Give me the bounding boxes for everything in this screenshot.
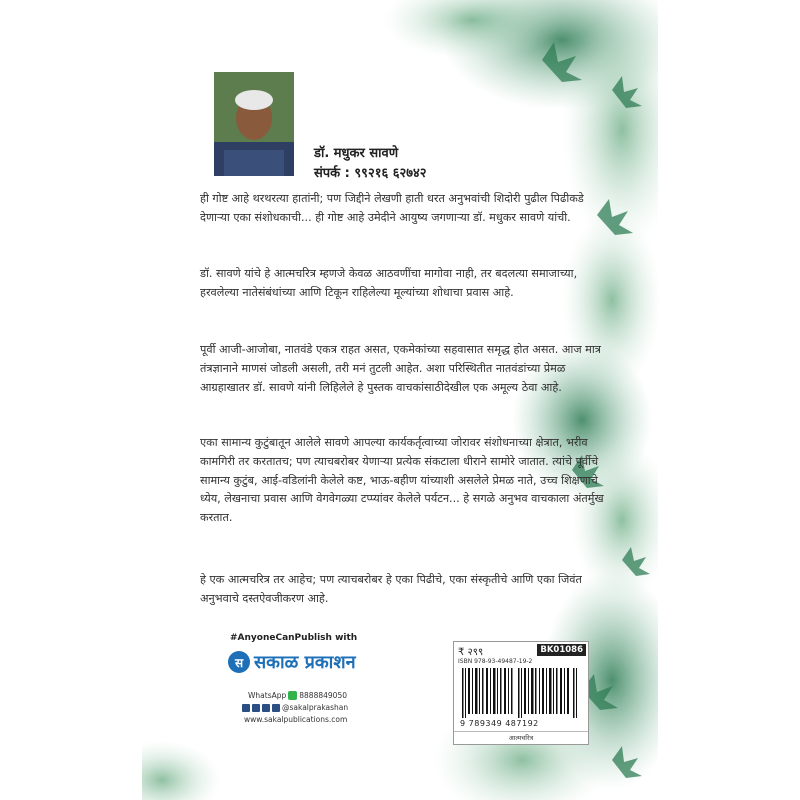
book-back-cover	[142, 0, 658, 800]
whatsapp-label: WhatsApp	[248, 691, 287, 700]
blurb-paragraph: एका सामान्य कुटुंबातून आलेले सावणे आपल्या कार्यकर्तृत्वाच्या जोरावर संशोधनाच्या क्षेत्रात, भरीव कामगिरी तर करतातच; पण त्याचबरोबर येणाऱ्या प्रत्येक संकटाला धीराने सामोरे जातात. त्यांचे पूर्वीचे सामान्य कुटुंब, आई-वडिलांनी केलेले कष्ट, भाऊ-बहीण यांच्याशी असलेले प्रेमळ नाते, उच्च शिक्षणाचे ध्येय, लेखनाचा प्रवास आणि वेगवेगळ्या टप्प्यांवर केलेले पर्यटन... हे सगळे अनुभव वाचकाला अंतर्मुख करतात.	[200, 436, 604, 525]
book-price: ₹ २९९	[458, 647, 484, 658]
author-name: डॉ. मधुकर सावणे	[314, 146, 399, 161]
isbn-text: ISBN 978-93-49487-19-2	[458, 658, 533, 665]
barcode-icon	[460, 668, 582, 718]
instagram-icon	[272, 704, 280, 712]
blurb-paragraph: डॉ. सावणे यांचे हे आत्मचरित्र म्हणजे केवळ आठवणींचा मागोवा नाही, तर बदलत्या समाजाच्या, हरवलेल्या नातेसंबंधांच्या आणि टिकून राहिलेल्या मूल्यांच्या शोधाचा प्रवास आहे.	[200, 267, 578, 299]
publisher-name: सकाळ प्रकाशन	[254, 652, 356, 673]
book-code-badge: BK01086	[537, 644, 586, 656]
whatsapp-icon	[288, 691, 297, 700]
publisher-whatsapp	[248, 691, 347, 700]
blurb-paragraph: ही गोष्ट आहे थरथरत्या हातांनी; पण जिद्दीने लेखणी हाती धरत अनुभवांची शिदोरी पुढील पिढीकडे देणाऱ्या एका संशोधकाची... ही गोष्ट आहे उमेदीने आयुष्य जगणाऱ्या डॉ. मधुकर सावणे यांची.	[200, 192, 584, 224]
barcode-panel	[453, 641, 589, 745]
blurb-paragraph: हे एक आत्मचरित्र तर आहेच; पण त्याचबरोबर हे एका पिढीचे, एका संस्कृतीचे आणि एका जिवंत अनुभवाचे दस्तऐवजीकरण आहे.	[200, 573, 582, 605]
contact-number: ९९२१६ ६२७४२	[354, 166, 427, 181]
contact-label: संपर्क :	[314, 166, 350, 181]
author-photo	[214, 72, 294, 176]
whatsapp-number: 8888849050	[299, 691, 347, 700]
barcode-number: 9 789349 487192	[460, 719, 539, 728]
author-contact	[314, 163, 427, 181]
publisher-website: www.sakalpublications.com	[244, 715, 348, 724]
linkedin-icon	[262, 704, 270, 712]
facebook-icon	[242, 704, 250, 712]
publisher-logo-icon: स	[228, 651, 250, 673]
x-icon	[252, 704, 260, 712]
publisher-logo	[228, 650, 356, 674]
blurb-paragraph: पूर्वी आजी-आजोबा, नातवंडे एकत्र राहत असत, एकमेकांच्या सहवासात समृद्ध होत असत. आज मात्र तंत्रज्ञानाने माणसं जोडली असली, तरी मनं तुटली आहेत. अशा परिस्थितीत नातवंडांच्या प्रेमळ आग्रहाखातर डॉ. सावणे यांनी लिहिलेले हे पुस्तक वाचकांसाठीदेखील एक अमूल्य ठेवा आहे.	[200, 343, 601, 394]
publisher-social	[242, 703, 348, 712]
publisher-tagline: #AnyoneCanPublish with	[230, 633, 358, 643]
book-category: आत्मचरित्र	[454, 731, 588, 742]
social-handle: @sakalprakashan	[282, 703, 349, 712]
